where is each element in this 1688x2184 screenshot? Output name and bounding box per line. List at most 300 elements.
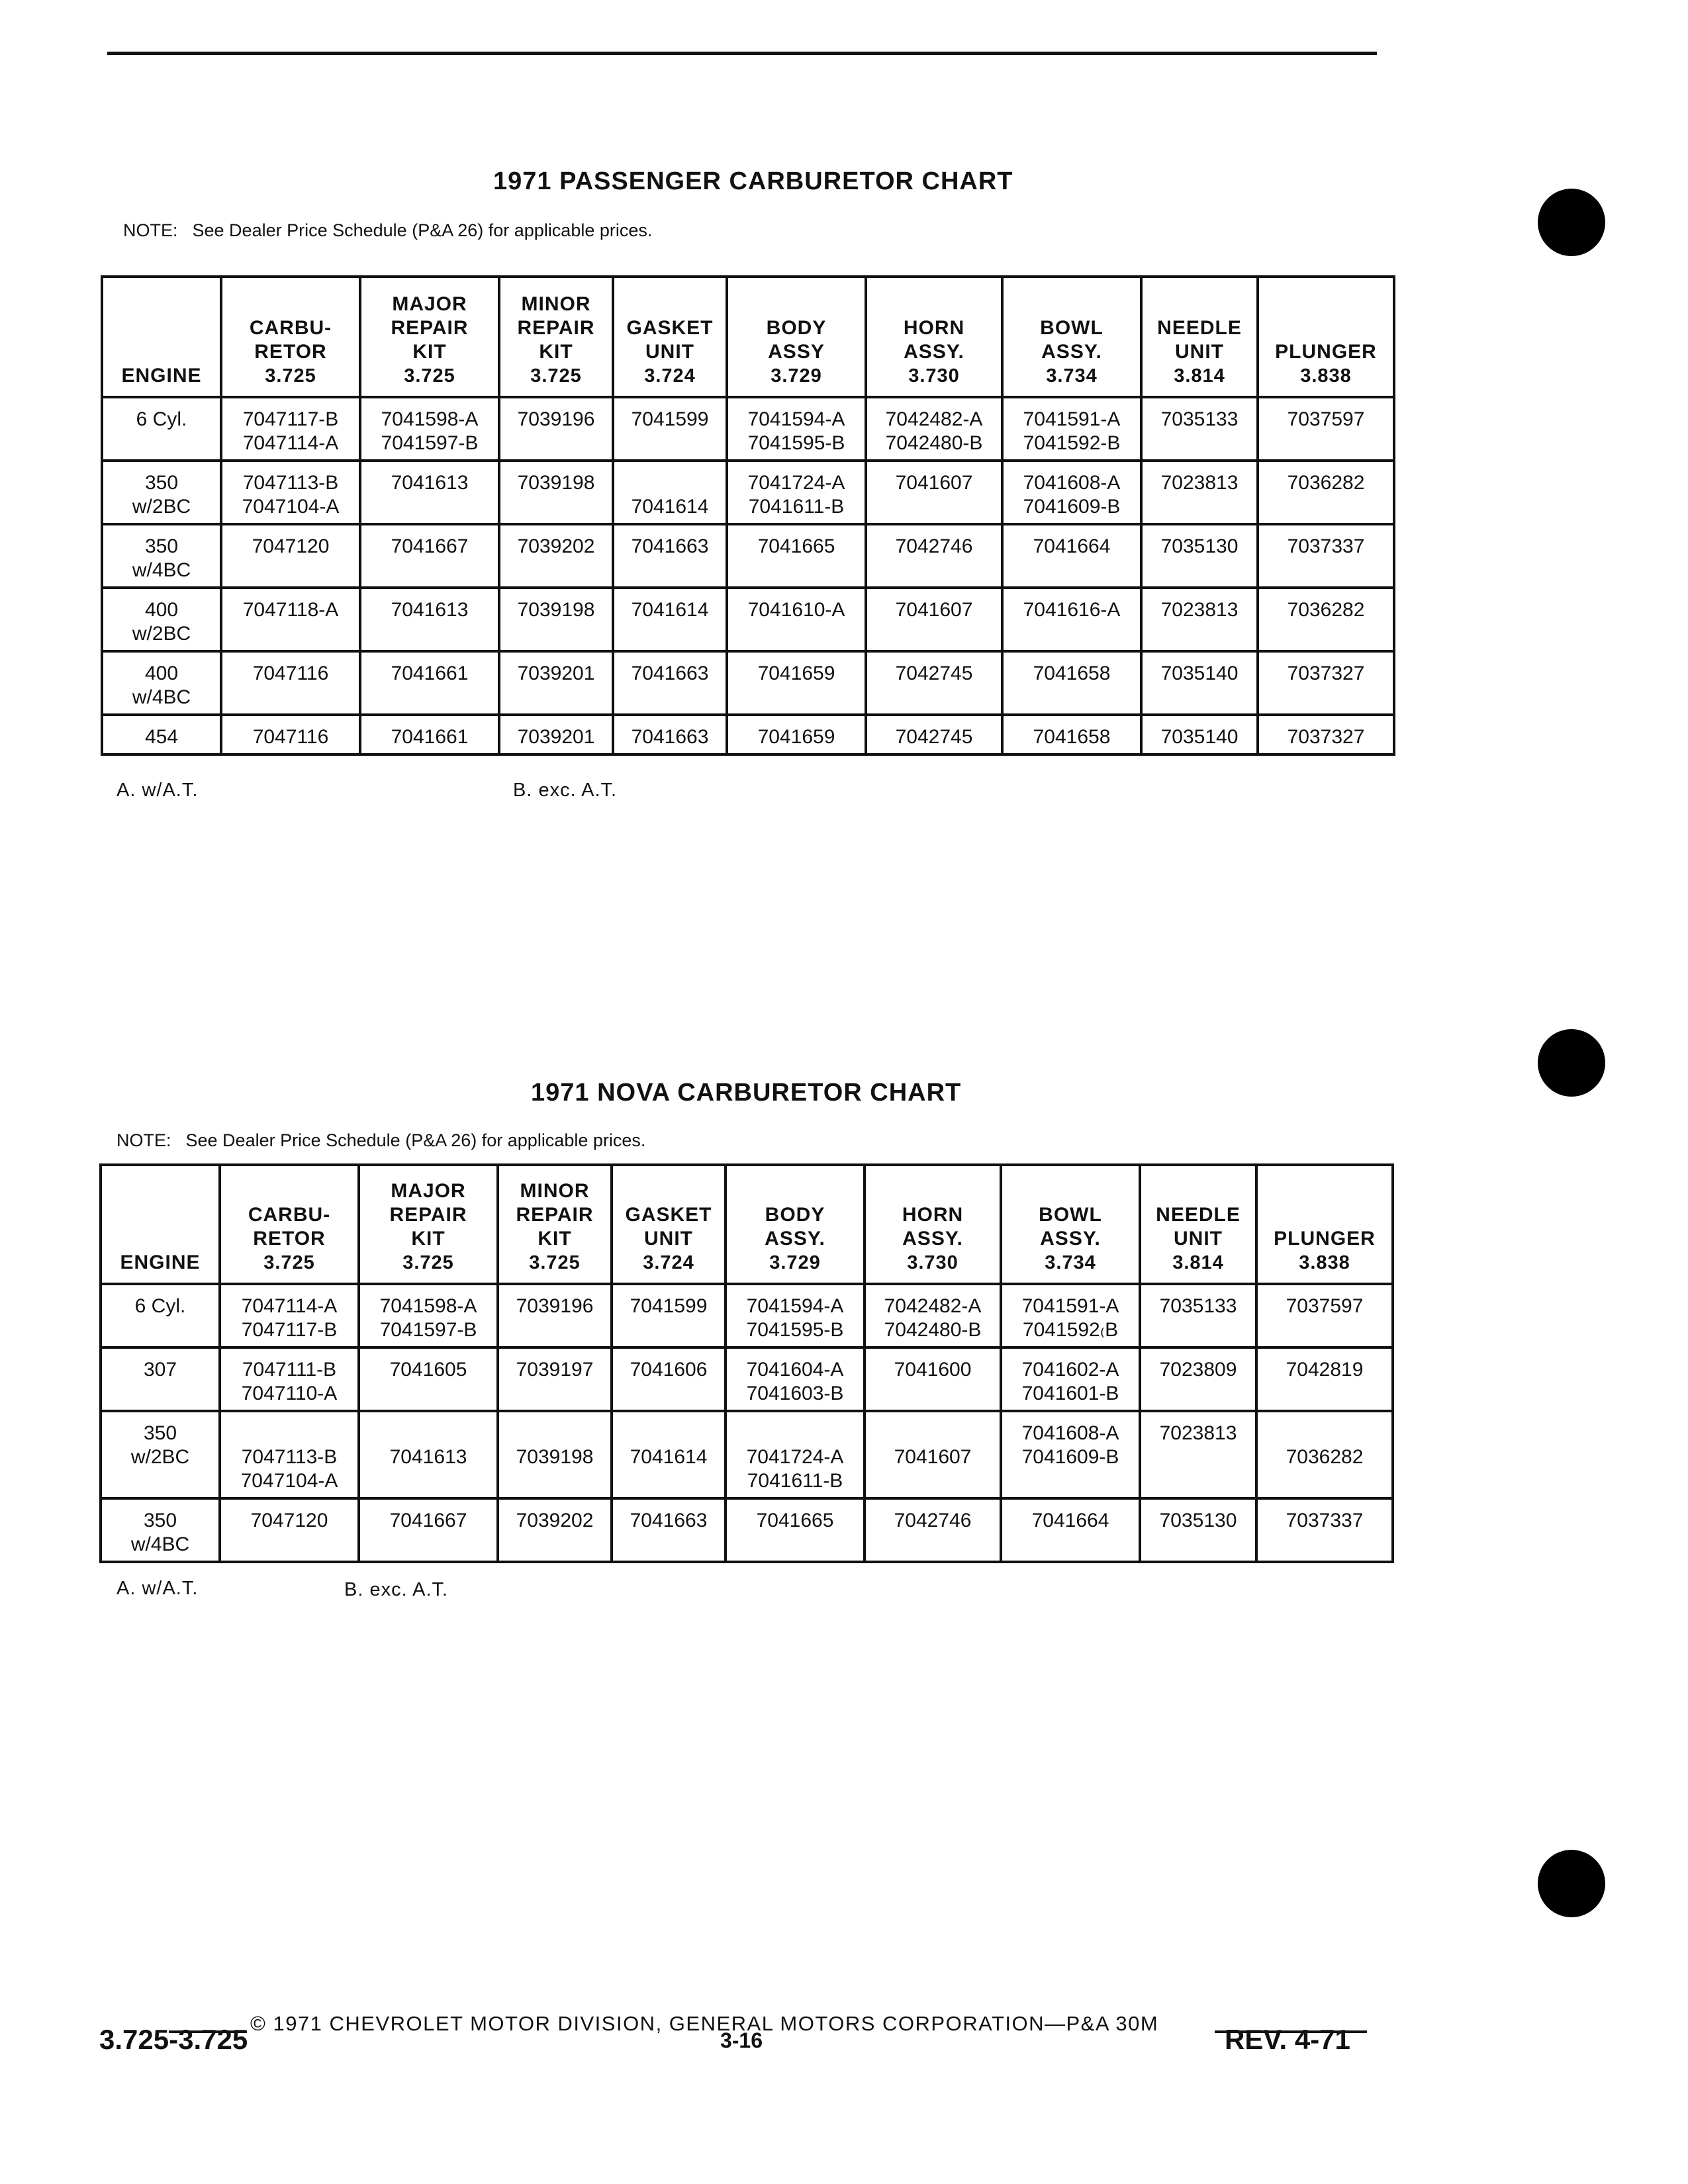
part-number [1260, 1422, 1389, 1445]
column-header-plunger [1256, 1165, 1393, 1284]
cell-plunger [1258, 461, 1394, 524]
part-number: 7041611-B [747, 1470, 843, 1492]
table-row [101, 1284, 1393, 1347]
part-number: 7041613 [389, 1446, 467, 1468]
column-header-engine [101, 1165, 220, 1284]
header-line: MINOR [521, 293, 591, 315]
part-number: 7041665 [757, 535, 835, 557]
part-number: 7023813 [1160, 599, 1239, 621]
cell-body-assy [727, 397, 866, 461]
cell-plunger [1258, 651, 1394, 715]
cell-bowl-assy [1002, 588, 1141, 651]
part-number: 7047114-A [242, 432, 339, 454]
cell-major-repair-kit [360, 651, 499, 715]
header-line: ENGINE [120, 1251, 201, 1273]
engine-label: 350 [143, 1422, 177, 1444]
engine-label: 350 [144, 472, 179, 494]
part-number: 7041614 [631, 599, 709, 621]
cell-needle-unit [1140, 1498, 1256, 1562]
part-number: 7041594-A [746, 1295, 844, 1317]
cell-carburetor [221, 524, 360, 588]
header-group-code: 3.724 [644, 365, 696, 387]
part-number: 7041605 [389, 1359, 467, 1381]
part-number: 7041599 [630, 1295, 708, 1317]
cell-engine [101, 1284, 220, 1347]
part-number: 7035130 [1159, 1510, 1237, 1531]
part-number: 7039198 [517, 472, 595, 494]
cell-minor-repair-kit [499, 715, 613, 754]
part-number: 7041724-A [747, 472, 845, 494]
punch-hole-top [1538, 189, 1605, 256]
passenger-carburetor-table [101, 275, 1395, 756]
cell-body-assy [727, 588, 866, 651]
part-number: 7041658 [1033, 662, 1111, 684]
nova-chart-title: 1971 NOVA CARBURETOR CHART [531, 1079, 962, 1107]
cell-body-assy [727, 715, 866, 754]
table-row [102, 524, 1394, 588]
table-row [102, 651, 1394, 715]
part-number: 7042482-A [884, 1295, 982, 1317]
cell-carburetor [221, 651, 360, 715]
cell-bowl-assy [1001, 1347, 1140, 1411]
part-number [616, 1422, 722, 1445]
part-number: 7041613 [391, 599, 469, 621]
part-number: 7041602-A [1021, 1359, 1119, 1381]
cell-engine [102, 715, 221, 754]
part-number: 7042482-A [885, 408, 983, 430]
cell-major-repair-kit [359, 1411, 498, 1498]
column-header-horn-assy [865, 1165, 1001, 1284]
part-number [617, 471, 723, 495]
cell-major-repair-kit [360, 588, 499, 651]
header-line: UNIT [1174, 1228, 1223, 1250]
engine-label: w/2BC [130, 1446, 190, 1468]
cell-carburetor [220, 1498, 359, 1562]
cell-gasket-unit [612, 1411, 726, 1498]
column-header-minor-repair-kit [498, 1165, 612, 1284]
punch-hole-bottom [1538, 1850, 1605, 1917]
part-number: 7047111-B [242, 1359, 337, 1381]
part-number: 7037597 [1287, 408, 1365, 430]
table-row [102, 588, 1394, 651]
header-group-code: 3.725 [530, 365, 582, 387]
part-number: 7041663 [631, 726, 709, 748]
part-number: 7041606 [630, 1359, 708, 1381]
note-text: See Dealer Price Schedule (P&A 26) for applicable prices. [192, 220, 653, 240]
part-number: 7041664 [1033, 535, 1111, 557]
cell-body-assy [727, 461, 866, 524]
cell-needle-unit [1141, 588, 1258, 651]
part-number: 7041595-B [747, 432, 845, 454]
cell-minor-repair-kit [499, 461, 613, 524]
part-number: 7039201 [517, 726, 595, 748]
engine-label: w/2BC [132, 623, 191, 645]
part-number: 7023813 [1159, 1422, 1237, 1444]
header-group-code: 3.814 [1172, 1252, 1224, 1273]
part-number: 7047104-A [242, 496, 340, 518]
cell-engine [101, 1498, 220, 1562]
part-number [363, 1422, 494, 1445]
cell-major-repair-kit [359, 1284, 498, 1347]
cell-horn-assy [865, 1498, 1001, 1562]
part-number: 7047114-A [241, 1295, 338, 1317]
cell-gasket-unit [613, 397, 727, 461]
cell-body-assy [727, 651, 866, 715]
header-line: MINOR [520, 1180, 590, 1202]
part-number: 7041614 [631, 496, 709, 518]
engine-label: 350 [144, 535, 179, 557]
cell-gasket-unit [612, 1498, 726, 1562]
part-number [868, 1422, 997, 1445]
header-line: KIT [411, 1228, 445, 1250]
cell-bowl-assy [1001, 1498, 1140, 1562]
part-number: 7041594-A [747, 408, 845, 430]
part-number: 7035130 [1160, 535, 1239, 557]
part-number: 7037327 [1287, 662, 1365, 684]
part-number: 7047116 [252, 726, 329, 748]
cell-plunger [1256, 1284, 1393, 1347]
passenger-footnote-a: A. w/A.T. [117, 780, 199, 801]
cell-needle-unit [1140, 1284, 1256, 1347]
engine-label: 307 [143, 1359, 177, 1381]
cell-plunger [1258, 524, 1394, 588]
part-number: 7039196 [517, 408, 595, 430]
cell-plunger [1256, 1347, 1393, 1411]
cell-carburetor [221, 588, 360, 651]
column-header-engine [102, 277, 221, 397]
punch-hole-middle [1538, 1029, 1605, 1097]
part-number: 7036282 [1287, 472, 1365, 494]
header-group-code: 3.838 [1300, 365, 1352, 387]
cell-bowl-assy [1002, 524, 1141, 588]
note-text: See Dealer Price Schedule (P&A 26) for applicable prices. [185, 1130, 646, 1150]
column-header-carburetor [220, 1165, 359, 1284]
cell-horn-assy [866, 588, 1002, 651]
part-number: 7039202 [517, 535, 595, 557]
cell-minor-repair-kit [498, 1498, 612, 1562]
engine-label: 6 Cyl. [136, 408, 187, 430]
cell-bowl-assy [1001, 1411, 1140, 1498]
part-number: 7041663 [631, 535, 709, 557]
cell-bowl-assy [1001, 1284, 1140, 1347]
passenger-chart-title: 1971 PASSENGER CARBURETOR CHART [493, 167, 1013, 195]
header-line: REPAIR [517, 317, 595, 339]
nova-carburetor-table [99, 1163, 1394, 1563]
header-line: REPAIR [391, 317, 469, 339]
part-number: 7041664 [1031, 1510, 1109, 1531]
column-header-gasket-unit [613, 277, 727, 397]
part-number: 7037337 [1286, 1510, 1364, 1531]
header-line: ASSY. [765, 1228, 825, 1250]
cell-engine [101, 1411, 220, 1498]
header-line: MAJOR [391, 1180, 466, 1202]
column-header-major-repair-kit [360, 277, 499, 397]
cell-body-assy [726, 1347, 865, 1411]
part-number: 7042480-B [884, 1319, 982, 1341]
part-number: 7041595-B [746, 1319, 844, 1341]
part-number: 7042746 [894, 1510, 972, 1531]
cell-bowl-assy [1002, 397, 1141, 461]
header-line: ASSY. [902, 1228, 963, 1250]
engine-label: 350 [143, 1510, 177, 1531]
header-line: KIT [538, 1228, 572, 1250]
table-row [101, 1347, 1393, 1411]
part-number: 7047118-A [242, 599, 339, 621]
part-number: 7042819 [1286, 1359, 1364, 1381]
cell-needle-unit [1141, 397, 1258, 461]
header-line: ASSY. [1040, 1228, 1101, 1250]
note-label: NOTE: [117, 1130, 171, 1150]
part-number: 7041599 [631, 408, 709, 430]
table-row [102, 397, 1394, 461]
cell-horn-assy [866, 524, 1002, 588]
part-number: 7047110-A [241, 1383, 338, 1404]
cell-major-repair-kit [360, 524, 499, 588]
cell-bowl-assy [1002, 715, 1141, 754]
header-line: KIT [539, 341, 573, 363]
cell-carburetor [221, 715, 360, 754]
cell-major-repair-kit [360, 715, 499, 754]
header-line: CARBU- [248, 1204, 331, 1226]
part-number: 7041592-B [1023, 432, 1121, 454]
header-group-code: 3.725 [404, 365, 455, 387]
part-number: 7047117-B [242, 408, 339, 430]
table-row [102, 715, 1394, 754]
cell-needle-unit [1141, 715, 1258, 754]
part-number: 7041598-A [381, 408, 479, 430]
part-number: 7041663 [630, 1510, 708, 1531]
cell-major-repair-kit [359, 1347, 498, 1411]
cell-engine [102, 397, 221, 461]
part-number: 7041614 [630, 1446, 708, 1468]
cell-gasket-unit [613, 588, 727, 651]
engine-label: 400 [144, 662, 179, 684]
part-number: 7047113-B [242, 472, 339, 494]
part-number: 7023813 [1160, 472, 1239, 494]
header-line: PLUNGER [1275, 341, 1377, 363]
engine-label: w/4BC [132, 686, 191, 708]
part-number: 7041598-A [379, 1295, 477, 1317]
cell-carburetor [221, 397, 360, 461]
column-header-needle-unit [1140, 1165, 1256, 1284]
header-line: UNIT [645, 341, 694, 363]
cell-engine [101, 1347, 220, 1411]
cell-gasket-unit [613, 461, 727, 524]
column-header-horn-assy [866, 277, 1002, 397]
column-header-carburetor [221, 277, 360, 397]
part-number: 7041597-B [379, 1319, 477, 1341]
header-line: HORN [902, 1204, 964, 1226]
cell-needle-unit [1141, 524, 1258, 588]
part-number: 7041611-B [748, 496, 845, 518]
cell-minor-repair-kit [498, 1284, 612, 1347]
header-line: CARBU- [249, 317, 332, 339]
engine-label: w/4BC [132, 559, 191, 581]
header-line: ASSY [768, 341, 825, 363]
column-header-gasket-unit [612, 1165, 726, 1284]
part-number: 7042745 [895, 726, 973, 748]
cell-gasket-unit [612, 1284, 726, 1347]
column-header-body-assy [727, 277, 866, 397]
part-number: 7041591-A [1021, 1295, 1119, 1317]
cell-horn-assy [866, 715, 1002, 754]
header-group-code: 3.734 [1046, 365, 1098, 387]
part-number: 7041658 [1033, 726, 1111, 748]
part-number: 7039198 [517, 599, 595, 621]
header-group-code: 3.734 [1045, 1252, 1096, 1273]
part-number: 7047104-A [240, 1470, 338, 1492]
header-line: KIT [412, 341, 447, 363]
part-number: 7041600 [894, 1359, 972, 1381]
part-number: 7037597 [1286, 1295, 1364, 1317]
cell-major-repair-kit [360, 461, 499, 524]
header-line: UNIT [1175, 341, 1224, 363]
cell-needle-unit [1140, 1411, 1256, 1498]
header-line: PLUNGER [1274, 1228, 1376, 1250]
part-number: 7041667 [391, 535, 469, 557]
cell-carburetor [221, 461, 360, 524]
cell-engine [102, 588, 221, 651]
cell-gasket-unit [613, 651, 727, 715]
engine-label: 454 [144, 726, 179, 748]
cell-major-repair-kit [359, 1498, 498, 1562]
header-group-code: 3.725 [402, 1252, 454, 1273]
cell-horn-assy [865, 1347, 1001, 1411]
part-number: 7041613 [391, 472, 469, 494]
column-header-body-assy [726, 1165, 865, 1284]
part-number: 7041608-A [1023, 472, 1121, 494]
part-number: 7041608-A [1021, 1422, 1119, 1444]
cell-body-assy [726, 1284, 865, 1347]
header-line: NEEDLE [1156, 1204, 1241, 1226]
header-group-code: 3.730 [908, 365, 960, 387]
part-number: 7041592₍B [1022, 1319, 1119, 1341]
column-header-plunger [1258, 277, 1394, 397]
part-number: 7041601-B [1021, 1383, 1119, 1404]
cell-carburetor [220, 1411, 359, 1498]
header-group-code: 3.725 [263, 1252, 315, 1273]
part-number: 7035140 [1160, 726, 1239, 748]
table-row [101, 1411, 1393, 1498]
header-group-code: 3.729 [771, 365, 822, 387]
cell-horn-assy [866, 397, 1002, 461]
part-number: 7036282 [1287, 599, 1365, 621]
header-group-code: 3.725 [265, 365, 316, 387]
table-row [102, 461, 1394, 524]
column-header-minor-repair-kit [499, 277, 613, 397]
nova-chart-note [117, 1130, 645, 1151]
part-number: 7047113-B [241, 1446, 338, 1468]
cell-gasket-unit [613, 524, 727, 588]
part-number: 7041659 [757, 662, 835, 684]
part-number: 7047117-B [241, 1319, 338, 1341]
cell-gasket-unit [612, 1347, 726, 1411]
header-line: ASSY. [904, 341, 964, 363]
footer-copyright: © 1971 CHEVROLET MOTOR DIVISION, GENERAL MOTORS CORPORATION—P&A 30M [250, 2012, 1159, 2035]
cell-gasket-unit [613, 715, 727, 754]
header-group-code: 3.814 [1174, 365, 1225, 387]
footer-revision: REV. 4-71 [1225, 2024, 1350, 2055]
part-number: 7041607 [894, 1446, 972, 1468]
header-line: RETOR [254, 341, 327, 363]
cell-bowl-assy [1002, 651, 1141, 715]
header-line: RETOR [253, 1228, 326, 1250]
part-number: 7041597-B [381, 432, 479, 454]
cell-minor-repair-kit [499, 397, 613, 461]
part-number: 7042746 [895, 535, 973, 557]
part-number: 7041663 [631, 662, 709, 684]
part-number: 7041607 [895, 599, 973, 621]
part-number: 7042480-B [885, 432, 983, 454]
part-number: 7041591-A [1023, 408, 1121, 430]
engine-label: w/2BC [132, 496, 191, 518]
cell-plunger [1256, 1411, 1393, 1498]
part-number: 7041604-A [746, 1359, 844, 1381]
part-number: 7041610-A [747, 599, 845, 621]
part-number: 7041659 [757, 726, 835, 748]
header-line: MAJOR [392, 293, 467, 315]
cell-carburetor [220, 1284, 359, 1347]
header-line: BOWL [1039, 1204, 1102, 1226]
part-number: 7041616-A [1023, 599, 1121, 621]
header-line: BODY [765, 1204, 825, 1226]
cell-minor-repair-kit [499, 524, 613, 588]
part-number: 7039201 [517, 662, 595, 684]
cell-body-assy [727, 524, 866, 588]
cell-minor-repair-kit [499, 651, 613, 715]
table-row [101, 1498, 1393, 1562]
part-number: 7041665 [756, 1510, 834, 1531]
part-number: 7047120 [252, 535, 330, 557]
cell-horn-assy [866, 461, 1002, 524]
cell-horn-assy [866, 651, 1002, 715]
part-number: 7035133 [1159, 1295, 1237, 1317]
part-number: 7041661 [391, 662, 469, 684]
part-number: 7036282 [1286, 1446, 1364, 1468]
header-line: ASSY. [1041, 341, 1102, 363]
engine-label: 6 Cyl. [134, 1295, 186, 1317]
cell-plunger [1256, 1498, 1393, 1562]
part-number: 7047116 [252, 662, 329, 684]
header-line: BODY [766, 317, 827, 339]
cell-body-assy [726, 1411, 865, 1498]
note-label: NOTE: [123, 220, 178, 240]
part-number: 7047120 [250, 1510, 328, 1531]
column-header-major-repair-kit [359, 1165, 498, 1284]
part-number: 7041603-B [746, 1383, 844, 1404]
cell-plunger [1258, 397, 1394, 461]
cell-horn-assy [865, 1411, 1001, 1498]
part-number [502, 1422, 608, 1445]
cell-bowl-assy [1002, 461, 1141, 524]
cell-horn-assy [865, 1284, 1001, 1347]
cell-engine [102, 651, 221, 715]
header-group-code: 3.729 [769, 1252, 821, 1273]
cell-minor-repair-kit [499, 588, 613, 651]
top-rule [107, 52, 1377, 55]
column-header-bowl-assy [1001, 1165, 1140, 1284]
part-number: 7041609-B [1023, 496, 1121, 518]
nova-footnote-b: B. exc. A.T. [344, 1579, 449, 1600]
header-line: NEEDLE [1157, 317, 1242, 339]
cell-plunger [1258, 715, 1394, 754]
header-line: UNIT [644, 1228, 693, 1250]
part-number: 7041667 [389, 1510, 467, 1531]
cell-needle-unit [1141, 651, 1258, 715]
cell-engine [102, 461, 221, 524]
cell-needle-unit [1140, 1347, 1256, 1411]
cell-carburetor [220, 1347, 359, 1411]
